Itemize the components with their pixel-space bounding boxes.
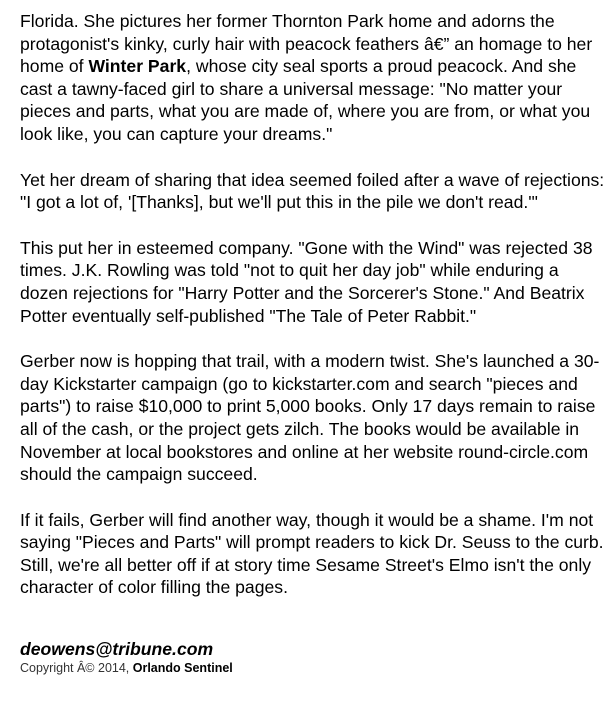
paragraph-1-text-after: , whose city seal sports a proud peacock. And she cast a tawny-faced girl to share a universal message: "No matter your pieces and parts, what you are made of, where you are from, or what you look like, you can capture your dreams." xyxy=(20,56,591,144)
paragraph-3: This put her in esteemed company. "Gone with the Wind" was rejected 38 times. J.K. Rowling was told "not to quit her day job" while enduring a dozen rejections for "Harry Potter and the Sorcerer's Stone." And Beatrix Potter eventually self-published "The Tale of Peter Rabbit." xyxy=(20,237,593,326)
article-signoff xyxy=(20,638,610,676)
copyright-line xyxy=(20,660,610,676)
publication-name: Orlando Sentinel xyxy=(132,661,233,675)
copyright-prefix: Copyright Â© 2014, xyxy=(20,661,133,675)
paragraph-2: Yet her dream of sharing that idea seemed foiled after a wave of rejections: "I got a lot of, '[Thanks], but we'll put this in the pile we don't read.'" xyxy=(20,169,605,213)
paragraph-1 xyxy=(20,10,610,146)
winter-park-bold: Winter Park xyxy=(88,56,187,77)
paragraph-4: Gerber now is hopping that trail, with a modern twist. She's launched a 30-day Kickstarter campaign (go to kickstarter.com and search "pieces and parts") to raise $10,000 to print 5,000 books. Only 17 days remain to raise all of the cash, or the project gets zilch. The books would be available in November at local bookstores and online at her website round-circle.com should the campaign succeed. xyxy=(20,351,600,485)
paragraph-5: If it fails, Gerber will find another way, though it would be a shame. I'm not saying "Pieces and Parts" will prompt readers to kick Dr. Seuss to the curb. Still, we're all better off if at story time Sesame Street's Elmo isn't the only character of color filling the pages. xyxy=(20,509,604,598)
paragraph-1-text-before: Florida. She pictures her former Thornton Park home and adorns the protagonist's kinky, curly hair with peacock feathers â€” an homage to her home of xyxy=(20,11,593,77)
article-body xyxy=(20,10,610,622)
author-email: deowens@tribune.com xyxy=(20,639,214,659)
